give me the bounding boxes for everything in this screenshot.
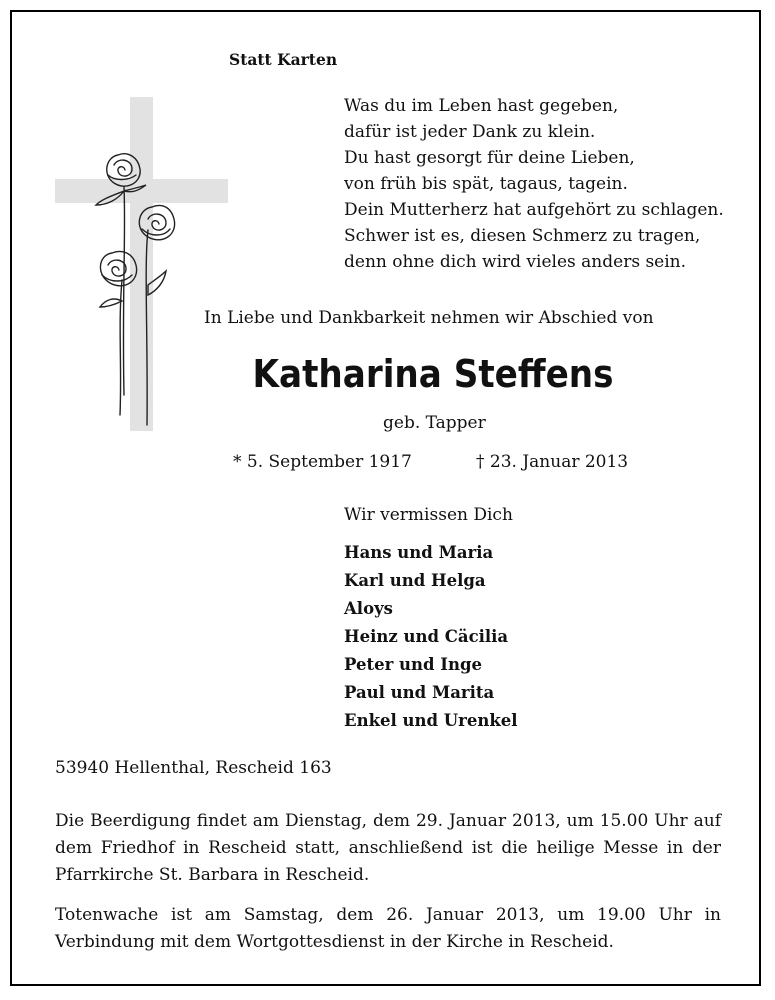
notice-header: Statt Karten [229,50,338,69]
we-miss-you: Wir vermissen Dich [344,505,513,525]
maiden-name: geb. Tapper [383,413,486,433]
mourner: Enkel und Urenkel [344,711,518,730]
poem-line: von früh bis spät, tagaus, tagein. [344,174,628,194]
mourners-list [344,539,518,735]
poem-line: Du hast gesorgt für deine Lieben, [344,148,635,168]
farewell-intro: In Liebe und Dankbarkeit nehmen wir Abschied von [204,308,654,328]
mourner: Peter und Inge [344,655,483,674]
poem-line: Schwer ist es, diesen Schmerz zu tragen, [344,226,701,246]
mourner: Aloys [344,599,393,618]
mourner: Karl und Helga [344,571,486,590]
mourner: Hans und Maria [344,543,494,562]
mourner: Heinz und Cäcilia [344,627,509,646]
poem [344,93,724,275]
poem-line: dafür ist jeder Dank zu klein. [344,122,596,142]
cross-horizontal-beam [55,179,228,203]
poem-line: denn ohne dich wird vieles anders sein. [344,252,687,272]
poem-line: Was du im Leben hast gegeben, [344,96,619,116]
death-date: † 23. Januar 2013 [476,452,629,472]
mourner: Paul und Marita [344,683,495,702]
funeral-details: Die Beerdigung findet am Dienstag, dem 29. Januar 2013, um 15.00 Uhr auf dem Friedhof in Rescheid statt, anschließend ist die heilige Messe in der Pfarrkirche St. Barbara in Rescheid. [55,811,721,885]
poem-line: Dein Mutterherz hat aufgehört zu schlagen. [344,200,724,220]
birth-date: * 5. September 1917 [233,452,412,472]
vigil-details: Totenwache ist am Samstag, dem 26. Januar 2013, um 19.00 Uhr in Verbindung mit dem Wortgottesdienst in der Kirche in Rescheid. [55,905,721,952]
deceased-name: Katharina Steffens [252,352,614,396]
family-address: 53940 Hellenthal, Rescheid 163 [55,758,332,778]
